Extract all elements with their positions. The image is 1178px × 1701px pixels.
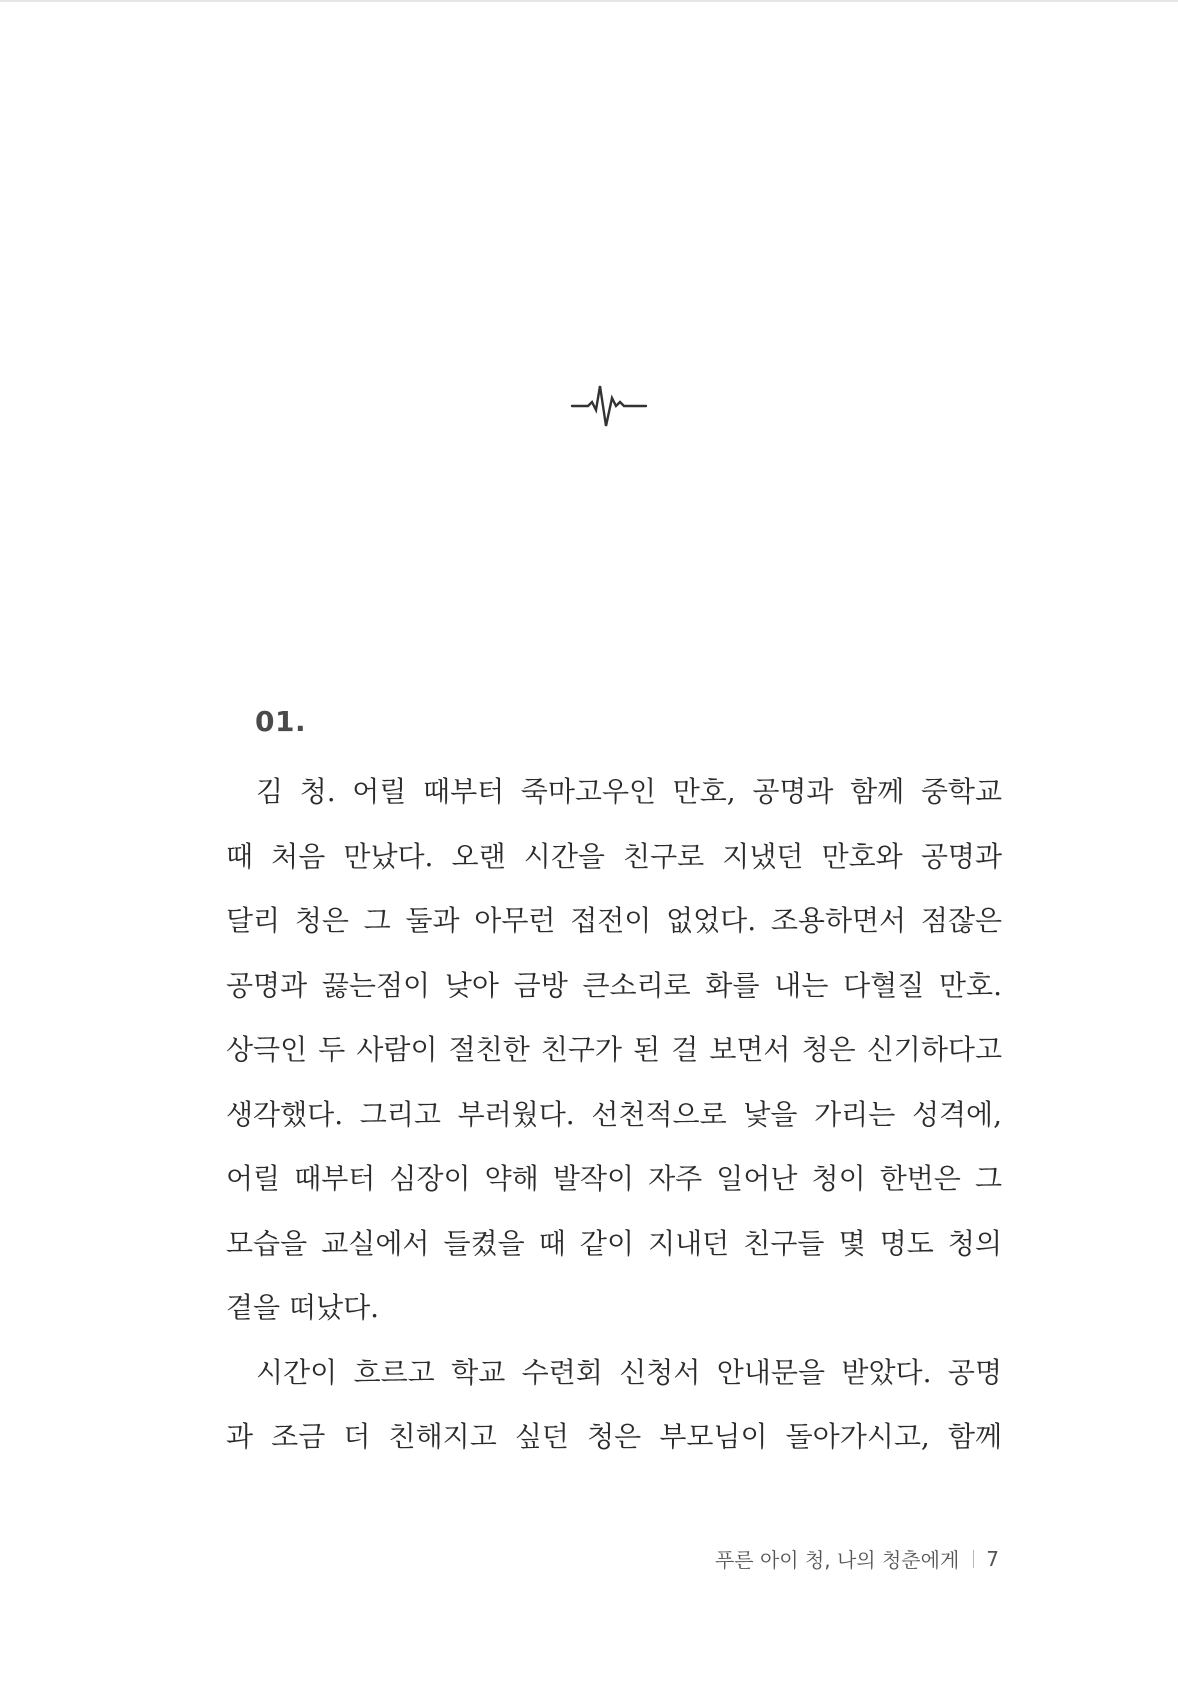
heartbeat-icon (570, 378, 650, 434)
body-line: 때 처음 만났다. 오랜 시간을 친구로 지냈던 만호와 공명과 (226, 839, 1002, 873)
body-line: 달리 청은 그 둘과 아무런 접전이 없었다. 조용하면서 점잖은 (226, 904, 1002, 937)
body-line: 시간이 흐르고 학교 수련회 신청서 안내문을 받았다. 공명 (256, 1355, 1002, 1389)
page-number: 7 (986, 1546, 999, 1571)
page-top-edge (0, 0, 1178, 2)
body-line: 공명과 끓는점이 낮아 금방 큰소리로 화를 내는 다혈질 만호. (226, 968, 1002, 1002)
body-line: 어릴 때부터 심장이 약해 발작이 자주 일어난 청이 한번은 그 (226, 1162, 1002, 1195)
body-line: 모습을 교실에서 들켰을 때 같이 지내던 친구들 몇 명도 청의 (226, 1226, 1002, 1260)
body-line: 생각했다. 그리고 부러웠다. 선천적으로 낯을 가리는 성격에, (226, 1097, 1002, 1131)
chapter-number: 01. (255, 705, 307, 738)
body-line: 곁을 떠났다. (226, 1291, 380, 1324)
page-footer (715, 1544, 999, 1573)
body-line: 과 조금 더 친해지고 싶던 청은 부모님이 돌아가시고, 함께 (226, 1420, 1002, 1453)
body-line: 상극인 두 사람이 절친한 친구가 된 걸 보면서 청은 신기하다고 (226, 1033, 1002, 1066)
book-title: 푸른 아이 청, 나의 청춘에게 (714, 1548, 960, 1572)
footer-separator (973, 1550, 974, 1568)
body-line: 김 청. 어릴 때부터 죽마고우인 만호, 공명과 함께 중학교 (256, 775, 1002, 808)
body-text (226, 760, 1002, 1470)
